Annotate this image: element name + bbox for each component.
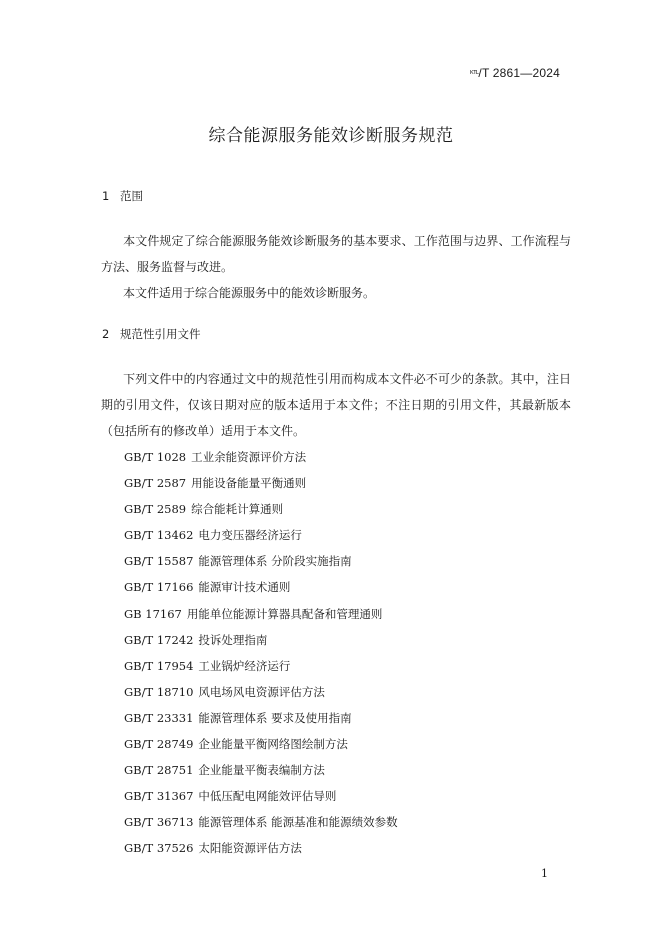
reference-item [124, 809, 398, 835]
document-code-number: /T 2861—2024 [478, 66, 560, 80]
reference-item [124, 601, 398, 627]
reference-title: 企业能量平衡网络图绘制方法 [198, 737, 348, 752]
reference-item [124, 757, 398, 783]
reference-code: GB 17167 [124, 606, 182, 621]
reference-title: 用能设备能量平衡通则 [191, 476, 307, 491]
reference-title: 工业锅炉经济运行 [198, 658, 291, 673]
reference-code: GB/T 36713 [124, 815, 194, 830]
reference-title: 太阳能资源评估方法 [198, 841, 302, 856]
reference-code: GB/T 15587 [124, 554, 194, 569]
reference-title: 能源管理体系 要求及使用指南 [198, 710, 352, 725]
paragraph-text: 下列文件中的内容通过文中的规范性引用而构成本文件必不可少的条款。其中，注日期的引用文件，仅该日期对应的版本适用于本文件；不注日期的引用文件，其最新版本（包括所有的修改单）适用于本文件。 [101, 372, 571, 438]
reference-code: GB/T 37526 [124, 841, 194, 856]
reference-code: GB/T 17242 [124, 632, 194, 647]
reference-code: GB/T 2587 [124, 476, 187, 491]
reference-item [124, 679, 398, 705]
section-title: 规范性引用文件 [120, 327, 201, 341]
reference-title: 企业能量平衡表编制方法 [198, 763, 325, 778]
reference-item [124, 470, 398, 496]
reference-title: 电力变压器经济运行 [198, 528, 302, 543]
section-heading-scope [102, 188, 143, 204]
normative-reference-list [124, 444, 398, 862]
reference-title: 能源审计技术通则 [198, 580, 291, 595]
reference-title: 中低压配电网能效评估导则 [198, 789, 337, 804]
reference-item [124, 574, 398, 600]
reference-code: GB/T 18710 [124, 684, 194, 699]
reference-item [124, 627, 398, 653]
reference-item [124, 653, 398, 679]
reference-item [124, 783, 398, 809]
reference-code: GB/T 17954 [124, 658, 194, 673]
document-title: 综合能源服务能效诊断服务规范 [208, 126, 454, 146]
reference-code: GB/T 23331 [124, 710, 194, 725]
reference-item [124, 835, 398, 861]
reference-code: GB/T 13462 [124, 528, 194, 543]
reference-code: GB/T 17166 [124, 580, 194, 595]
references-intro-paragraph [101, 366, 571, 444]
scope-paragraph-1 [101, 228, 571, 280]
reference-code: GB/T 31367 [124, 789, 194, 804]
reference-item [124, 731, 398, 757]
document-code-prefix: ᴷᵀᴸ [470, 69, 479, 78]
section-number: 1 [102, 189, 110, 203]
reference-title: 能源管理体系 能源基准和能源绩效参数 [198, 815, 398, 830]
scope-paragraph-2 [101, 280, 571, 306]
reference-title: 综合能耗计算通则 [191, 502, 284, 517]
reference-item [124, 522, 398, 548]
reference-title: 投诉处理指南 [198, 632, 268, 647]
reference-item [124, 444, 398, 470]
reference-title: 用能单位能源计算器具配备和管理通则 [186, 606, 383, 621]
reference-item [124, 496, 398, 522]
reference-code: GB/T 1028 [124, 450, 187, 464]
reference-title: 能源管理体系 分阶段实施指南 [198, 554, 352, 569]
reference-title: 风电场风电资源评估方法 [198, 684, 325, 699]
paragraph-text: 本文件规定了综合能源服务能效诊断服务的基本要求、工作范围与边界、工作流程与方法、服务监督与改进。 [101, 234, 571, 274]
section-heading-normative-references [102, 326, 201, 342]
document-code [470, 66, 560, 80]
reference-code: GB/T 28751 [124, 763, 194, 778]
reference-item [124, 705, 398, 731]
reference-item [124, 548, 398, 574]
reference-title: 工业余能资源评价方法 [191, 450, 307, 464]
reference-code: GB/T 2589 [124, 502, 187, 517]
page-number: 1 [541, 867, 548, 880]
section-number: 2 [102, 327, 110, 341]
reference-code: GB/T 28749 [124, 737, 194, 752]
paragraph-text: 本文件适用于综合能源服务中的能效诊断服务。 [123, 286, 376, 300]
section-title: 范围 [120, 189, 143, 203]
